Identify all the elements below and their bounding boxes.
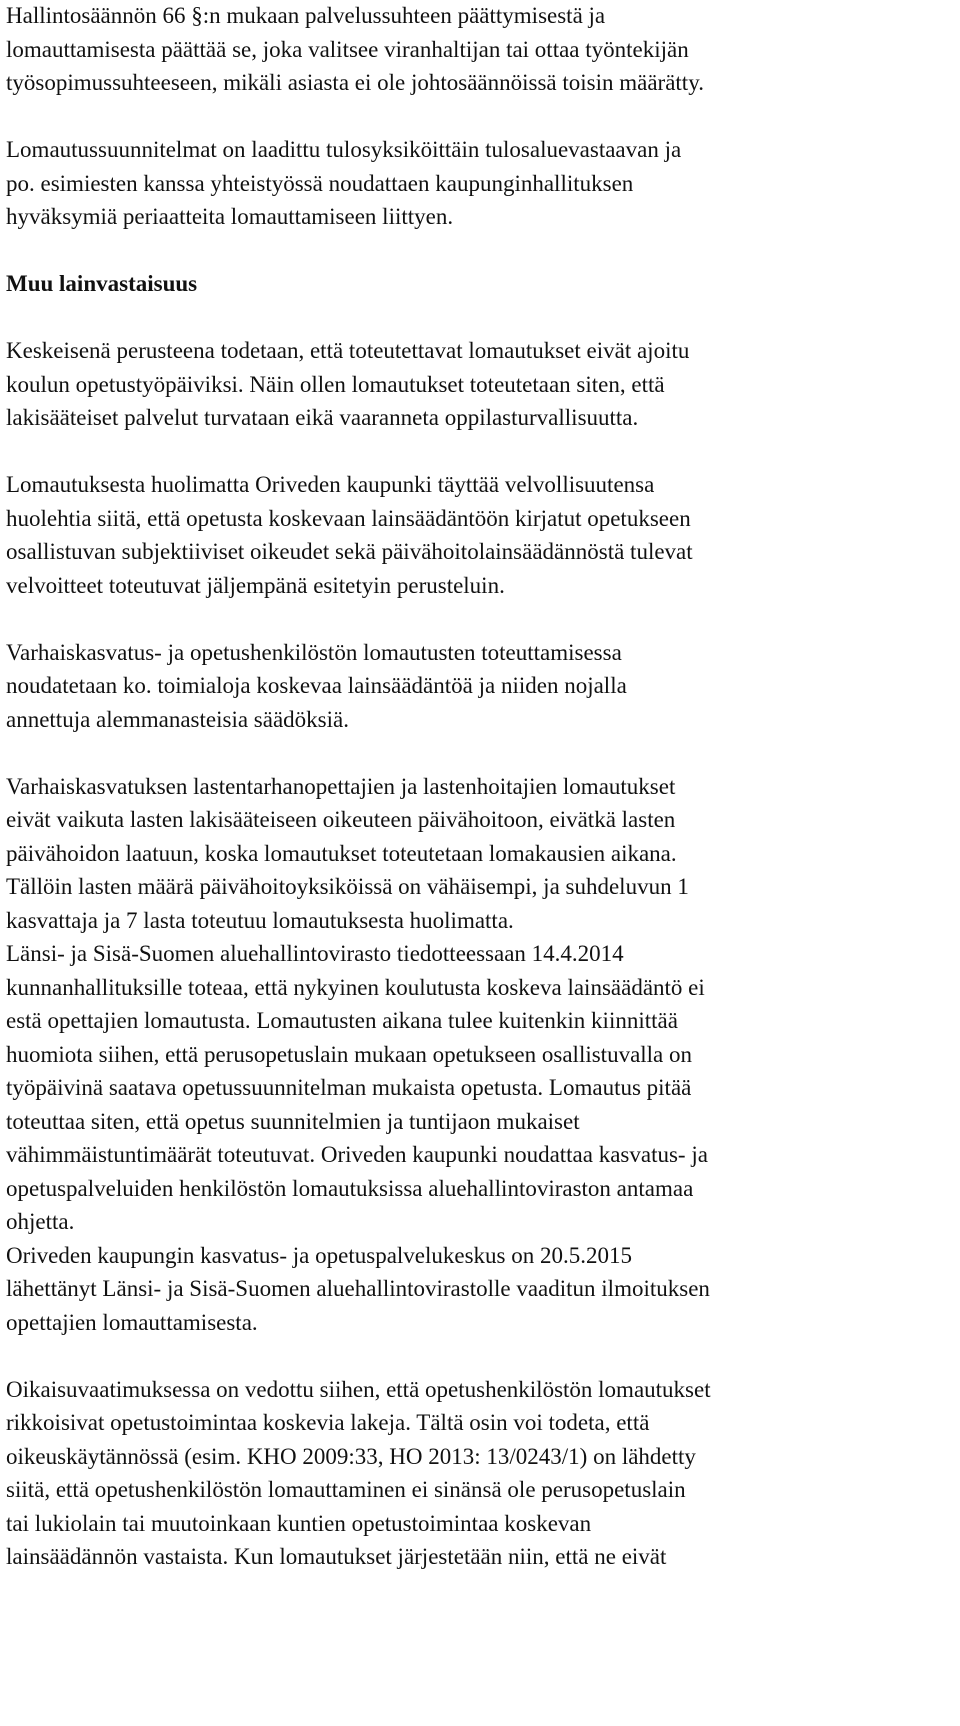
text-line: ohjetta. bbox=[6, 1209, 75, 1234]
paragraph-city-obligations bbox=[6, 468, 946, 602]
text-line: po. esimiesten kanssa yhteistyössä noudattaen kaupunginhallituksen bbox=[6, 170, 634, 196]
text-line: estä opettajien lomautusta. Lomautusten aikana tulee kuitenkin kiinnittää bbox=[6, 1008, 678, 1033]
section-heading: Muu lainvastaisuus bbox=[6, 271, 198, 296]
document-page bbox=[6, 0, 946, 1574]
text-line: Länsi- ja Sisä-Suomen aluehallintovirasto tiedotteessaan 14.4.2014 bbox=[6, 941, 624, 966]
text-line: annettuja alemmanasteisia säädöksiä. bbox=[6, 706, 349, 732]
paragraph-governance-rule bbox=[6, 0, 946, 100]
text-line: Varhaiskasvatus- ja opetushenkilöstön lomautusten toteuttamisessa bbox=[6, 639, 622, 665]
text-line: Keskeisenä perusteena todetaan, että toteutettavat lomautukset eivät ajoitu bbox=[6, 338, 690, 363]
text-line: työsopimussuhteeseen, mikäli asiasta ei ole johtosäännöissä toisin määrätty. bbox=[6, 70, 704, 95]
text-line: lainsäädännön vastaista. Kun lomautukset järjestetään niin, että ne eivät bbox=[6, 1544, 667, 1569]
paragraph-spacer bbox=[6, 234, 946, 268]
text-line: Lomautuksesta huolimatta Oriveden kaupunki täyttää velvollisuutensa bbox=[6, 472, 655, 497]
text-line: tai lukiolain tai muutoinkaan kuntien opetustoimintaa koskevan bbox=[6, 1510, 592, 1536]
text-line: koulun opetustyöpäiviksi. Näin ollen lomautukset toteutetaan siten, että bbox=[6, 371, 665, 397]
paragraph-appeal bbox=[6, 1373, 946, 1574]
text-line: kasvattaja ja 7 lasta toteutuu lomautuksesta huolimatta. bbox=[6, 907, 514, 933]
text-line: opettajien lomauttamisesta. bbox=[6, 1309, 258, 1335]
text-line: huomiota siihen, että perusopetuslain mukaan opetukseen osallistuvalla on bbox=[6, 1041, 693, 1067]
text-line: eivät vaikuta lasten lakisääteiseen oikeuteen päivähoitoon, eivätkä lasten bbox=[6, 807, 676, 832]
text-line: lähettänyt Länsi- ja Sisä-Suomen aluehallintovirastolle vaaditun ilmoituksen bbox=[6, 1276, 710, 1301]
text-line: toteuttaa siten, että opetus suunnitelmien ja tuntijaon mukaiset bbox=[6, 1108, 580, 1134]
paragraph-early-education bbox=[6, 770, 946, 1340]
text-line: Tällöin lasten määrä päivähoitoyksiköissä on vähäisempi, ja suhdeluvun 1 bbox=[6, 874, 689, 899]
text-line: päivähoidon laatuun, koska lomautukset toteutetaan lomakausien aikana. bbox=[6, 840, 677, 866]
paragraph-spacer bbox=[6, 736, 946, 770]
text-line: Oikaisuvaatimuksessa on vedottu siihen, että opetushenkilöstön lomautukset bbox=[6, 1376, 711, 1402]
paragraph-spacer bbox=[6, 435, 946, 469]
text-line: osallistuvan subjektiiviset oikeudet sekä päivähoitolainsäädännöstä tulevat bbox=[6, 539, 693, 564]
text-line: Oriveden kaupungin kasvatus- ja opetuspalvelukeskus on 20.5.2015 bbox=[6, 1242, 632, 1268]
text-line: Hallintosäännön 66 §:n mukaan palvelussuhteen päättymisestä ja bbox=[6, 3, 606, 28]
text-line: lomauttamisesta päättää se, joka valitsee viranhaltijan tai ottaa työntekijän bbox=[6, 36, 689, 62]
text-line: työpäivinä saatava opetussuunnitelman mukaista opetusta. Lomautus pitää bbox=[6, 1075, 692, 1100]
paragraph-layoff-plans bbox=[6, 133, 946, 234]
text-line: huolehtia siitä, että opetusta koskevaan lainsäädäntöön kirjatut opetukseen bbox=[6, 505, 691, 531]
text-line: hyväksymiä periaatteita lomauttamiseen liittyen. bbox=[6, 204, 454, 229]
paragraph-spacer bbox=[6, 602, 946, 636]
paragraph-key-ground bbox=[6, 334, 946, 435]
paragraph-spacer bbox=[6, 100, 946, 134]
paragraph-spacer bbox=[6, 1339, 946, 1373]
text-line: Lomautussuunnitelmat on laadittu tulosyksiköittäin tulosaluevastaavan ja bbox=[6, 137, 682, 162]
text-line: velvoitteet toteutuvat jäljempänä esitetyin perusteluin. bbox=[6, 572, 505, 598]
text-line: lakisääteiset palvelut turvataan eikä vaaranneta oppilasturvallisuutta. bbox=[6, 405, 639, 430]
text-line: rikkoisivat opetustoimintaa koskevia lakeja. Tältä osin voi todeta, että bbox=[6, 1410, 650, 1435]
text-line: oikeuskäytännössä (esim. KHO 2009:33, HO 2013: 13/0243/1) on lähdetty bbox=[6, 1443, 696, 1469]
text-line: vähimmäistuntimäärät toteutuvat. Oriveden kaupunki noudattaa kasvatus- ja bbox=[6, 1142, 708, 1167]
paragraph-legislation bbox=[6, 636, 946, 737]
text-line: Varhaiskasvatuksen lastentarhanopettajien ja lastenhoitajien lomautukset bbox=[6, 773, 676, 799]
text-line: noudatetaan ko. toimialoja koskevaa lainsäädäntöä ja niiden nojalla bbox=[6, 673, 627, 698]
text-line: opetuspalveluiden henkilöstön lomautuksissa aluehallintoviraston antamaa bbox=[6, 1175, 694, 1201]
text-line: siitä, että opetushenkilöstön lomauttaminen ei sinänsä ole perusopetuslain bbox=[6, 1477, 686, 1502]
text-line: kunnanhallituksille toteaa, että nykyinen koulutusta koskeva lainsäädäntö ei bbox=[6, 974, 705, 1000]
paragraph-spacer bbox=[6, 301, 946, 335]
